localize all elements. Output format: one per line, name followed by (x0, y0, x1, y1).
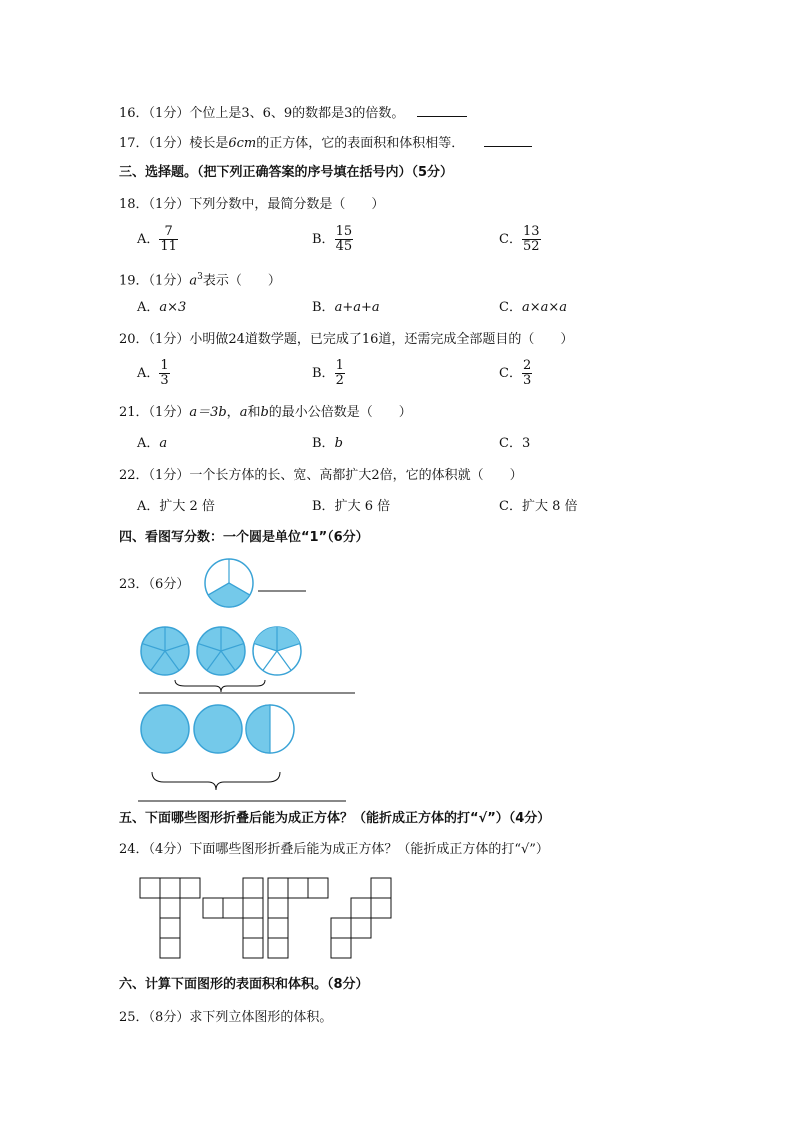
numerator: 2 (522, 358, 532, 373)
brace-2 (152, 772, 280, 790)
option-text: 3 (521, 436, 531, 451)
section-4-heading: 四、看图写分数：一个圆是单位“1”（6分） (119, 530, 369, 545)
option-text: b (334, 436, 343, 451)
option-label: A． (137, 499, 160, 514)
question-20-stem: 20．（1分）小明做24道数学题，已完成了16道，还需完成全部题目的（ ） (119, 332, 574, 347)
section-6-heading: 六、计算下面图形的表面积和体积。（8分） (119, 977, 369, 992)
question-17-text-post: 的正方体，它的表面积和体积相等． (256, 136, 465, 151)
variable-a: a (189, 273, 198, 289)
option-label: A． (137, 366, 160, 381)
question-19-text: 表示（ ） (202, 273, 281, 289)
option-label: C． (499, 300, 522, 315)
denominator: 3 (160, 373, 169, 388)
option-label: C． (499, 366, 522, 381)
circle-thirds (205, 559, 253, 607)
cube-net-2[interactable] (203, 878, 263, 958)
exponent: 3 (197, 272, 203, 282)
cube-net-3[interactable] (268, 878, 328, 958)
circle-fifths-1 (141, 627, 189, 675)
option-text: 扩大 8 倍 (521, 499, 578, 514)
variable-b: b (260, 405, 269, 420)
section-3-heading: 三、选择题。（把下列正确答案的序号填在括号内）（5分） (119, 165, 454, 180)
numerator: 15 (335, 224, 353, 239)
question-16-text: 16．（1分）个位上是3、6、9的数都是3的倍数。 (119, 106, 405, 121)
cube-net-4[interactable] (331, 878, 391, 958)
numerator: 13 (522, 224, 540, 239)
option-label: C． (499, 232, 522, 247)
conjunction: 和 (247, 405, 261, 420)
equation: a＝3b (189, 405, 227, 420)
option-text: a (159, 436, 168, 451)
numerator: 7 (159, 225, 178, 240)
question-19-number: 19．（1分） (119, 273, 190, 289)
question-21-text: 的最小公倍数是（ ） (268, 405, 412, 420)
option-label: B． (312, 366, 335, 381)
question-24-stem: 24．（4分）下面哪些图形折叠后能为成正方体？（能折成正方体的打“√”） (119, 842, 549, 857)
denominator: 11 (160, 239, 177, 254)
cube-net-1[interactable] (140, 878, 200, 958)
option-text: 扩大 2 倍 (159, 499, 215, 514)
edge-length-unit: cm (236, 136, 257, 151)
denominator: 45 (335, 239, 353, 254)
variable-a: a (239, 405, 248, 420)
option-text: a+a+a (334, 300, 380, 315)
question-17-text-pre: 17．（1分）棱长是 (119, 136, 229, 151)
question-25-stem: 25．（8分）求下列立体图形的体积。 (119, 1010, 333, 1025)
option-label: A． (137, 232, 160, 247)
denominator: 52 (522, 239, 540, 254)
comma: ， (226, 405, 240, 420)
circle-fifths-2 (197, 627, 245, 675)
section-5-heading: 五、下面哪些图形折叠后能为成正方体？（能折成正方体的打“√”）（4分） (119, 811, 551, 826)
question-22-stem: 22．（1分）一个长方体的长、宽、高都扩大2倍，它的体积就（ ） (119, 468, 523, 483)
option-label: B． (312, 232, 335, 247)
option-text: 扩大 6 倍 (334, 499, 391, 514)
question-23-label: 23．（6分） (119, 577, 190, 592)
option-label: C． (499, 436, 522, 451)
numerator: 1 (335, 358, 344, 373)
option-text: a×a×a (521, 300, 567, 315)
circle-fifths-3 (253, 627, 301, 675)
denominator: 3 (522, 373, 532, 388)
circle-halves (246, 705, 294, 753)
option-text: a×3 (159, 300, 187, 315)
denominator: 2 (335, 373, 344, 388)
option-label: B． (312, 300, 335, 315)
option-label: C． (499, 499, 522, 514)
numerator: 1 (160, 358, 169, 373)
edge-length-value: 6 (228, 136, 237, 151)
circle-whole-1 (141, 705, 189, 753)
option-label: B． (312, 499, 335, 514)
circle-whole-2 (194, 705, 242, 753)
option-label: A． (137, 300, 160, 315)
option-label: A． (137, 436, 160, 451)
question-18-stem: 18．（1分）下列分数中，最简分数是（ ） (119, 197, 385, 212)
brace-1 (175, 680, 265, 692)
question-21-number: 21．（1分） (119, 405, 190, 420)
option-label: B． (312, 436, 335, 451)
